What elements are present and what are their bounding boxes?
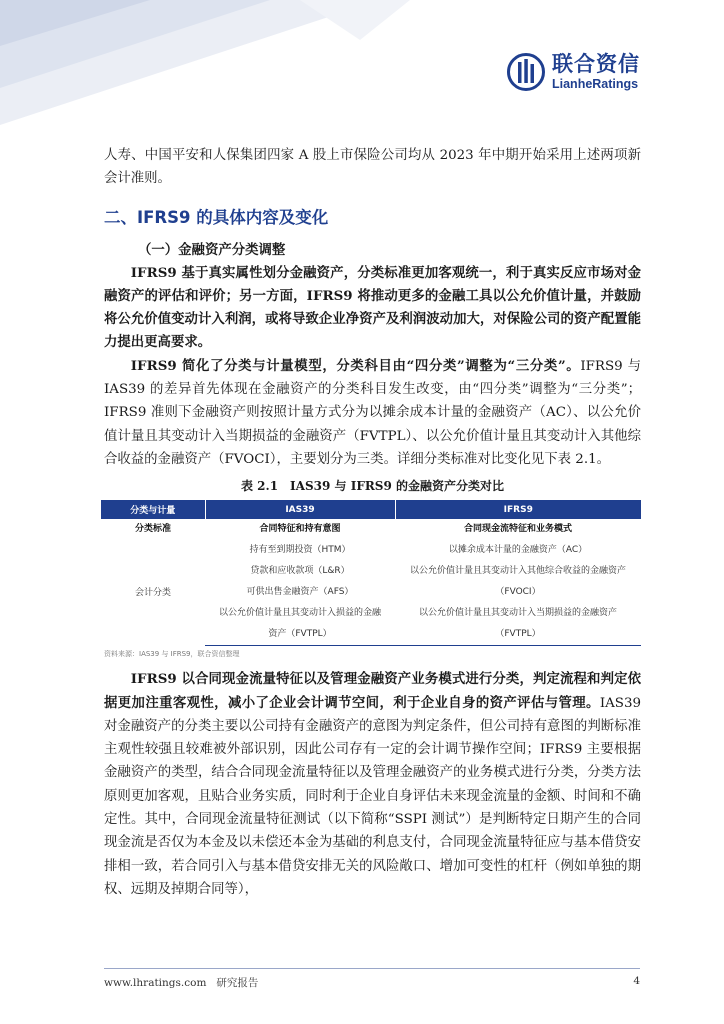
table-caption: 表 2.1 IAS39 与 IFRS9 的金融资产分类对比 [241, 479, 504, 494]
paragraph-measurement [104, 668, 641, 901]
paragraph-text: IAS39 对金融资产的分类主要以公司持有金融资产的意图为判定条件，但公司持有意图的判断标准主观性较强且较难被外部识别，因此公司存有一定的会计调节操作空间；IFRS9 主要根据金融资产的类型，结合合同现金流量特征以及管理金融资产的业务模式进行分类，分类方法原则更加客观，且贴合业务实质，同时利于企业自身评估未来现金流量的金额、时间和不确定性。其中，合同现金流量特征测试（以下简称“SSPI 测试”）是判断特定日期产生的合同现金流是否仅为本金及以未偿还本金为基础的利息支付，合同现金流量特征应与基本借贷安排相一致，若合同引入与基本借贷安排无关的风险敞口、增加可变性的杠杆（例如单独的期权、远期及掉期合同等）， [104, 695, 641, 897]
table-cell: 可供出售金融资产（AFS） [246, 587, 354, 598]
table-cell: 以公允价值计量且其变动计入损益的金融 [218, 608, 381, 619]
page-number: 4 [633, 975, 640, 987]
subsection-title: （一）金融资产分类调整 [138, 242, 286, 258]
table-header-cell: 分类与计量 [101, 500, 205, 519]
table-cell: （FVOCI） [495, 587, 541, 598]
table-header-cell: IAS39 [205, 500, 395, 519]
paragraph-text: IFRS9 与 IAS39 的差异首先体现在金融资产的分类科目发生改变，由“四分类”调整为“三分类”；IFRS9 准则下金融资产则按照计量方式分为以摊余成本计量的金融资产（AC）、以公允价值计量且其变动计入当期损益的金融资产（FVTPL）、以公允价值计量且其变动计入其他综合收益的金融资产（FVOCI），主要划分为三类。详细分类标准对比变化见下表 2.1。 [104, 358, 641, 467]
table-cell: 持有至到期投资（HTM） [249, 545, 351, 556]
document-body [104, 144, 641, 901]
table-cell: 会计分类 [134, 587, 171, 598]
paragraph-ifrs9-overview [104, 262, 641, 355]
table-row [101, 519, 641, 540]
logo-english-name: LianheRatings [552, 76, 639, 91]
table-source-note: 资料来源：IAS39 与 IFRS9，联合资信整理 [104, 650, 240, 659]
classification-table [101, 500, 641, 646]
footer-doc-type: 研究报告 [216, 977, 259, 989]
table-header-row [101, 500, 641, 519]
section-title: 二、IFRS9 的具体内容及变化 [104, 207, 329, 227]
paragraph-classification [104, 355, 641, 471]
table-cell: 以公允价值计量且其变动计入当期损益的金融资产 [418, 608, 617, 619]
logo-chinese-name: 联合资信 [552, 51, 640, 76]
footer-website-link[interactable]: www.lhratings.com [104, 977, 207, 989]
footer-divider [104, 968, 640, 969]
footer-info [104, 975, 258, 990]
company-logo [506, 52, 640, 92]
table-cell: 以摊余成本计量的金融资产（AC） [448, 545, 588, 556]
lianhe-logo-icon [506, 52, 546, 92]
table-cell: 资产（FVTPL） [205, 624, 395, 646]
table-cell: 合同特征和持有意图 [259, 524, 341, 535]
paragraph-bold-lead: IFRS9 以合同现金流量特征以及管理金融资产业务模式进行分类，判定流程和判定依据更加注重客观性，减小了企业会计调节空间，利于企业自身的资产评估与管理。 [104, 671, 641, 711]
table-row [101, 540, 641, 561]
table-cell: 以公允价值计量且其变动计入其他综合收益的金融资产 [409, 566, 626, 577]
table-cell: （FVTPL） [395, 624, 641, 646]
table-cell: 贷款和应收款项（L&R） [250, 566, 350, 577]
table-header-cell: IFRS9 [395, 500, 641, 519]
paragraph-intro: 人寿、中国平安和人保集团四家 A 股上市保险公司均从 2023 年中期开始采用上述两项新会计准则。 [104, 148, 641, 187]
paragraph-bold-lead: IFRS9 简化了分类与计量模型，分类科目由“四分类”调整为“三分类”。 [130, 357, 581, 374]
paragraph-bold-text: IFRS9 基于真实属性划分金融资产，分类标准更加客观统一，利于真实反应市场对金融资产的评估和评价；另一方面，IFRS9 将推动更多的金融工具以公允价值计量，并鼓励将公允价值变动计入利润，或将导致企业净资产及利润波动加大，对保险公司的资产配置能力提出更高要求。 [104, 264, 641, 351]
table-cell: 合同现金流特征和业务模式 [463, 524, 572, 535]
table-cell: 分类标准 [134, 524, 171, 535]
